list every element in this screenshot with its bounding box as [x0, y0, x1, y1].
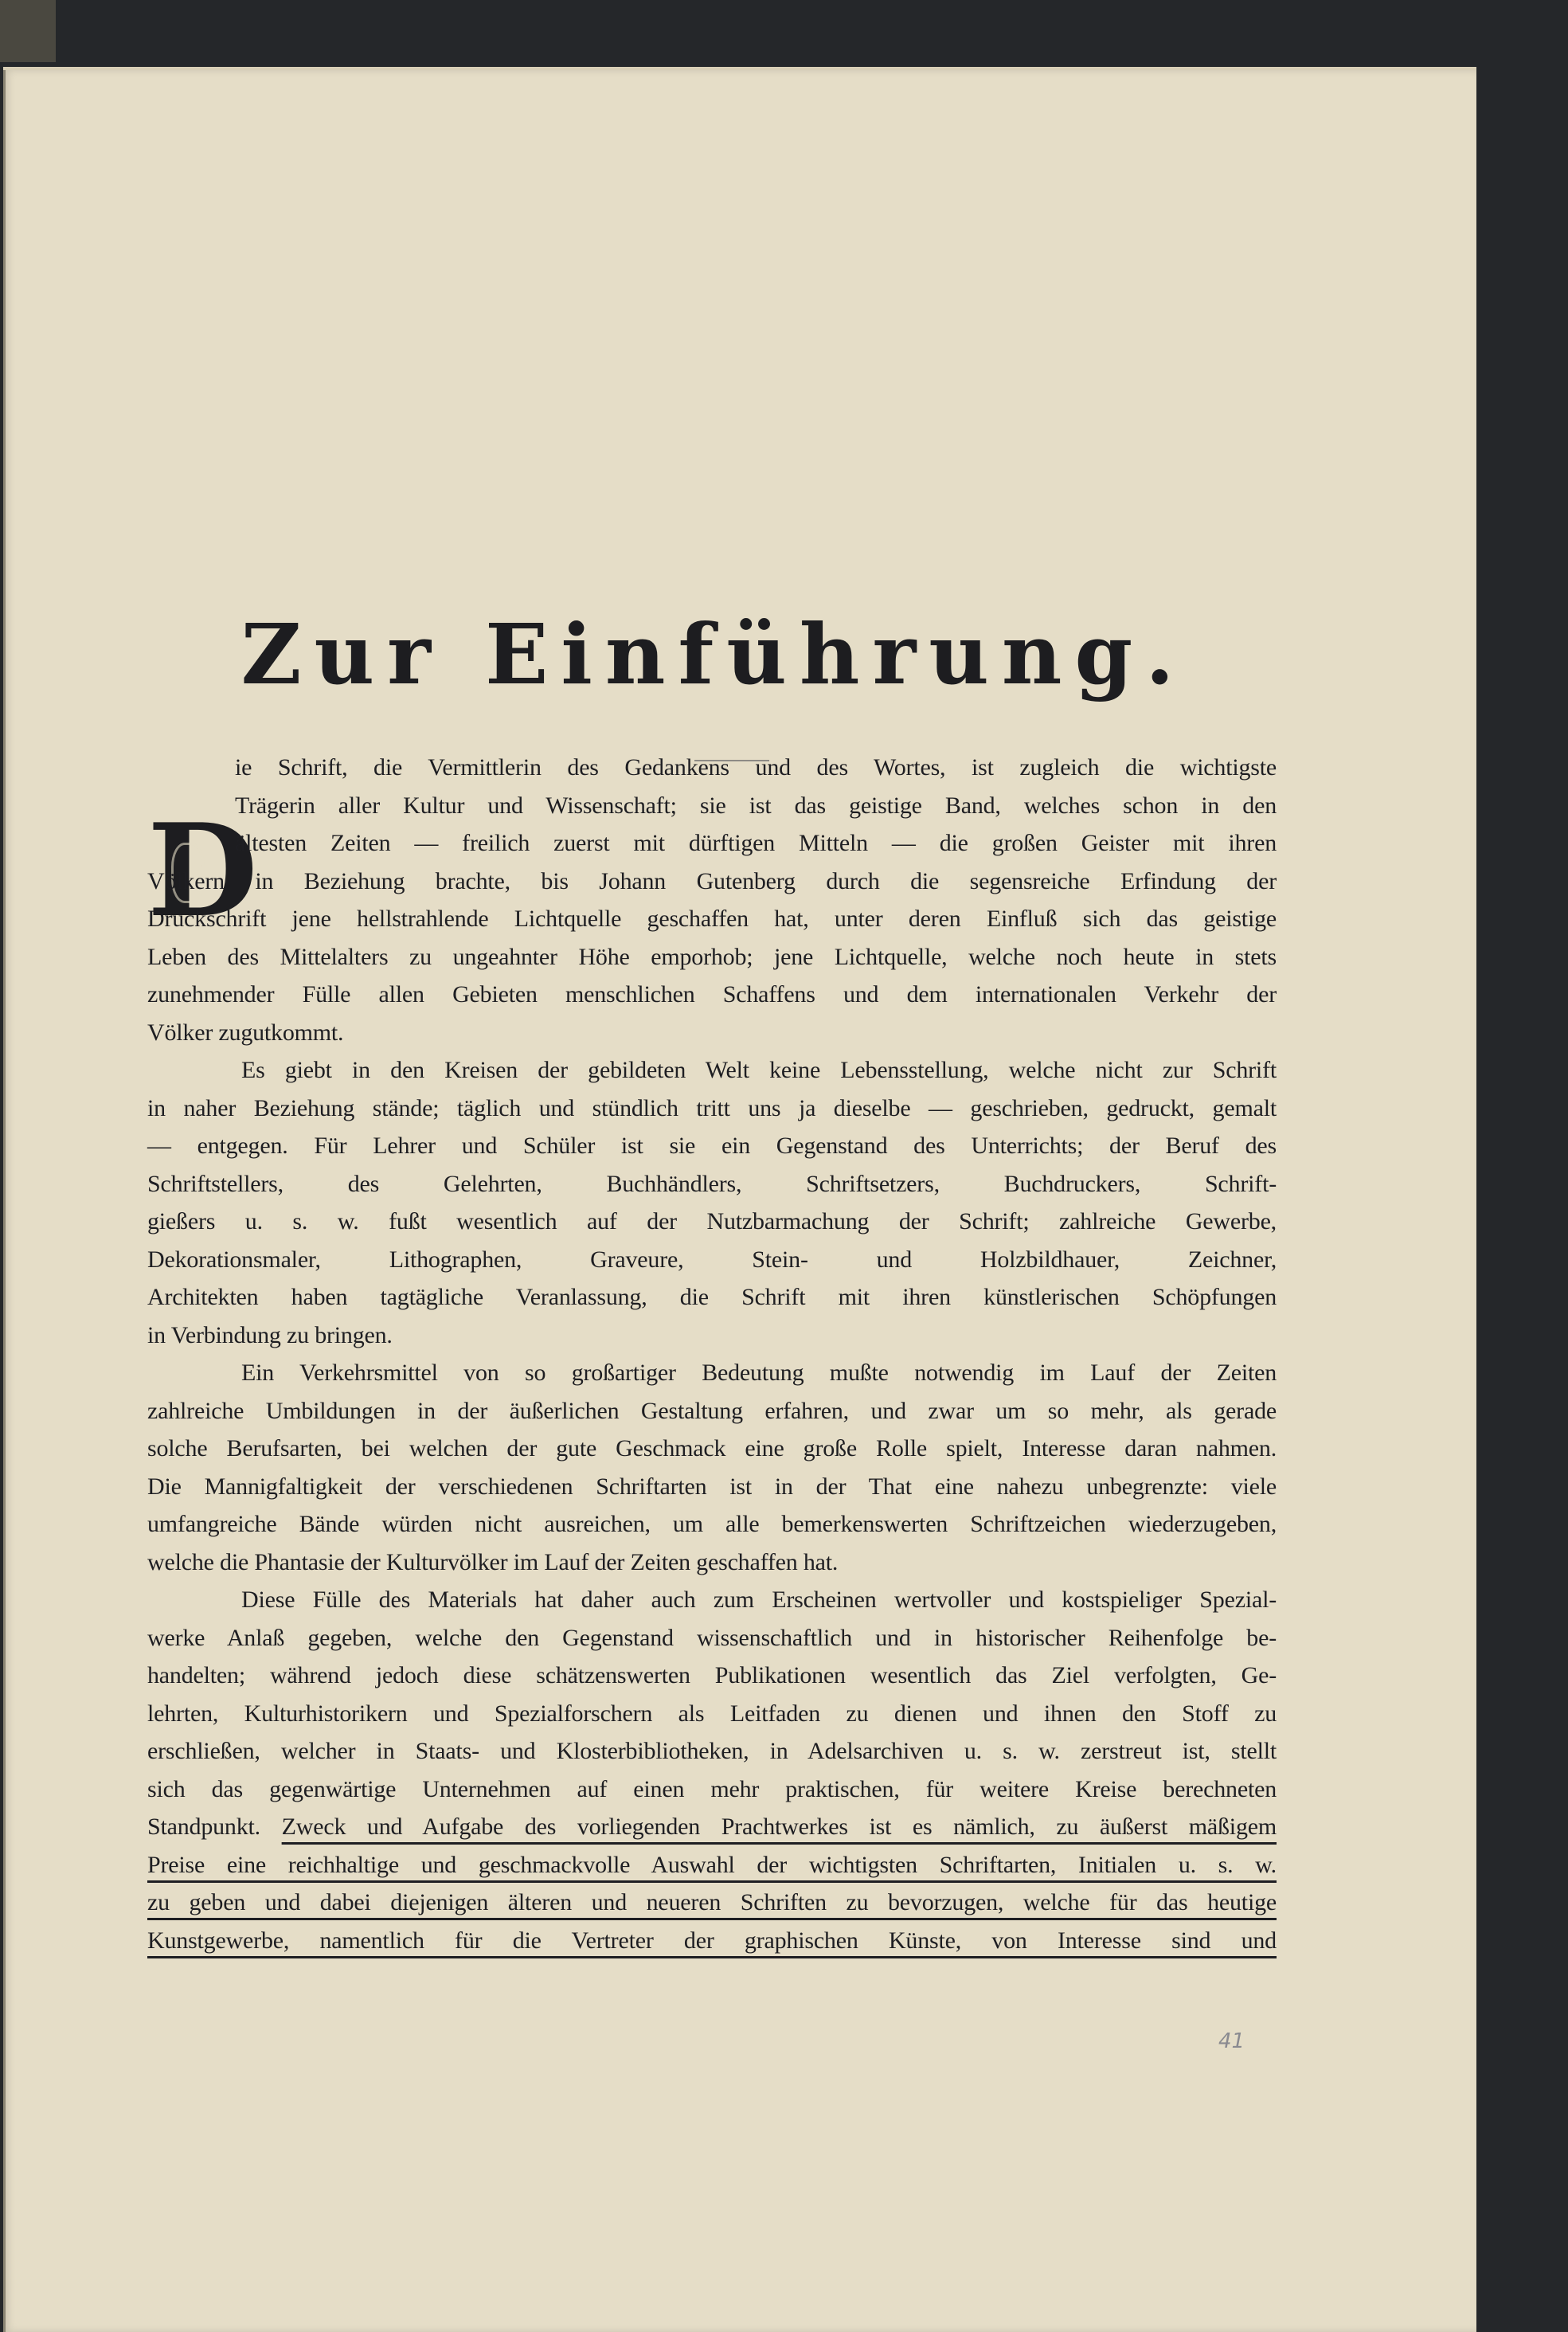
text-line [235, 749, 1277, 787]
text-line [147, 1090, 1277, 1128]
text-line [241, 1354, 1277, 1392]
text-line [147, 1619, 1277, 1657]
text-line [147, 1014, 1277, 1052]
text-line-content: handelten; während jedoch diese schätzenswerten Publikationen wesentlich das Ziel verfolgten, Ge- [147, 1662, 1277, 1688]
underlined-text: Kunstgewerbe, namentlich für die Vertreter der graphischen Künste, von Interesse sind und [147, 1927, 1277, 1954]
underlined-text: Zweck und Aufgabe des vorliegenden Prachtwerkes ist es nämlich, zu äußerst mäßigem [281, 1814, 1277, 1840]
text-line-content: umfangreiche Bände würden nicht ausreichen, um alle bemerkenswerten Schriftzeichen wiederzugeben, [147, 1511, 1277, 1537]
text-line-content: ältesten Zeiten — freilich zuerst mit dürftigen Mitteln — die großen Geister mit ihren [235, 830, 1277, 856]
text-line-content: Es giebt in den Kreisen der gebildeten Welt keine Lebensstellung, welche nicht zur Schrift [241, 1057, 1277, 1083]
text-line [147, 938, 1277, 976]
text-line-content: — entgegen. Für Lehrer und Schüler ist sie ein Gegenstand des Unterrichts; der Beruf des [147, 1133, 1277, 1159]
text-line [147, 1392, 1277, 1430]
text-line [147, 1922, 1277, 1960]
text-line-content: Schriftstellers, des Gelehrten, Buchhändlers, Schriftsetzers, Buchdruckers, Schrift- [147, 1170, 1277, 1197]
text-line [147, 863, 1277, 901]
text-line-content: solche Berufsarten, bei welchen der gute Geschmack eine große Rolle spielt, Interesse daran nahmen. [147, 1435, 1277, 1461]
text-line [147, 1695, 1277, 1733]
text-line [241, 1051, 1277, 1090]
book-page [3, 67, 1476, 2332]
text-line-content: in Verbindung zu bringen. [147, 1321, 393, 1348]
text-line [147, 900, 1277, 938]
page-title: Zur Einführung. [240, 605, 1187, 703]
text-line [147, 1317, 1277, 1355]
text-line-content: in naher Beziehung stände; täglich und stündlich tritt uns ja dieselbe — geschrieben, gedruckt, gemalt [147, 1094, 1277, 1121]
text-line-content: zunehmender Fülle allen Gebieten menschlichen Schaffens und dem internationalen Verkehr der [147, 981, 1277, 1008]
text-line-content: Ein Verkehrsmittel von so großartiger Bedeutung mußte notwendig im Lauf der Zeiten [241, 1360, 1277, 1386]
text-line [147, 1505, 1277, 1544]
scan-background-edge [0, 0, 56, 62]
text-line [147, 1165, 1277, 1203]
text-line-content: Dekorationsmaler, Lithographen, Graveure, Stein- und Holzbildhauer, Zeichner, [147, 1246, 1277, 1273]
text-line [147, 1278, 1277, 1317]
text-line [147, 1468, 1277, 1506]
text-line-content: gießers u. s. w. fußt wesentlich auf der Nutzbarmachung der Schrift; zahlreiche Gewerbe, [147, 1208, 1277, 1234]
underlined-text: Preise eine reichhaltige und geschmackvolle Auswahl der wichtigsten Schriftarten, Initialen u. s. w. [147, 1851, 1277, 1878]
text-line-content: sich das gegenwärtige Unternehmen auf einen mehr praktischen, für weitere Kreise berechneten [147, 1775, 1277, 1802]
text-line [147, 1127, 1277, 1165]
text-line [147, 1846, 1277, 1884]
text-line [147, 1203, 1277, 1241]
text-line [147, 1732, 1277, 1771]
text-line [147, 1771, 1277, 1809]
text-line [235, 787, 1277, 825]
text-line-content: Druckschrift jene hellstrahlende Lichtquelle geschaffen hat, unter deren Einfluß sich das geistige [147, 906, 1277, 932]
text-line-content: welche die Phantasie der Kulturvölker im Lauf der Zeiten geschaffen hat. [147, 1548, 839, 1575]
text-line-content: Architekten haben tagtägliche Veranlassung, die Schrift mit ihren künstlerischen Schöpfungen [147, 1284, 1277, 1310]
text-line [147, 1430, 1277, 1468]
handwritten-page-number: 41 [1218, 2029, 1245, 2053]
text-line-content: Die Mannigfaltigkeit der verschiedenen Schriftarten ist in der That eine nahezu unbegrenzte: viele [147, 1473, 1277, 1500]
text-line-content: Diese Fülle des Materials hat daher auch zum Erscheinen wertvoller und kostspieliger Spezial- [241, 1587, 1277, 1613]
text-line-content: ie Schrift, die Vermittlerin des Gedankens und des Wortes, ist zugleich die wichtigste [235, 754, 1277, 781]
text-line [147, 1544, 1277, 1582]
text-line [147, 1241, 1277, 1279]
text-line [147, 1657, 1277, 1695]
text-line [241, 1581, 1277, 1619]
text-line-content: Standpunkt. [147, 1814, 260, 1840]
text-line-content: lehrten, Kulturhistorikern und Spezialforschern als Leitfaden zu dienen und ihnen den Stoff zu [147, 1700, 1277, 1727]
text-line [235, 824, 1277, 863]
text-line [147, 976, 1277, 1014]
text-line-content: werke Anlaß gegeben, welche den Gegenstand wissenschaftlich und in historischer Reihenfolge be- [147, 1624, 1277, 1651]
text-line-content: Völkern in Beziehung brachte, bis Johann Gutenberg durch die segensreiche Erfindung der [147, 867, 1277, 894]
text-line [147, 1808, 1277, 1846]
text-line-content: Trägerin aller Kultur und Wissenschaft; sie ist das geistige Band, welches schon in den [235, 792, 1277, 819]
text-line-content: zahlreiche Umbildungen in der äußerlichen Gestaltung erfahren, und zwar um so mehr, als gerade [147, 1397, 1277, 1424]
text-line [147, 1884, 1277, 1922]
text-line-content: Völker zugutkommt. [147, 1019, 344, 1046]
underlined-text: zu geben und dabei diejenigen älteren und neueren Schriften zu bevorzugen, welche für das heutige [147, 1889, 1277, 1915]
drop-cap-initial: D [147, 796, 258, 945]
text-line-content: erschließen, welcher in Staats- und Klosterbibliotheken, in Adelsarchiven u. s. w. zerstreut ist, stellt [147, 1738, 1277, 1764]
text-line-content: Leben des Mittelalters zu ungeahnter Höhe emporhob; jene Lichtquelle, welche noch heute in stets [147, 943, 1277, 970]
